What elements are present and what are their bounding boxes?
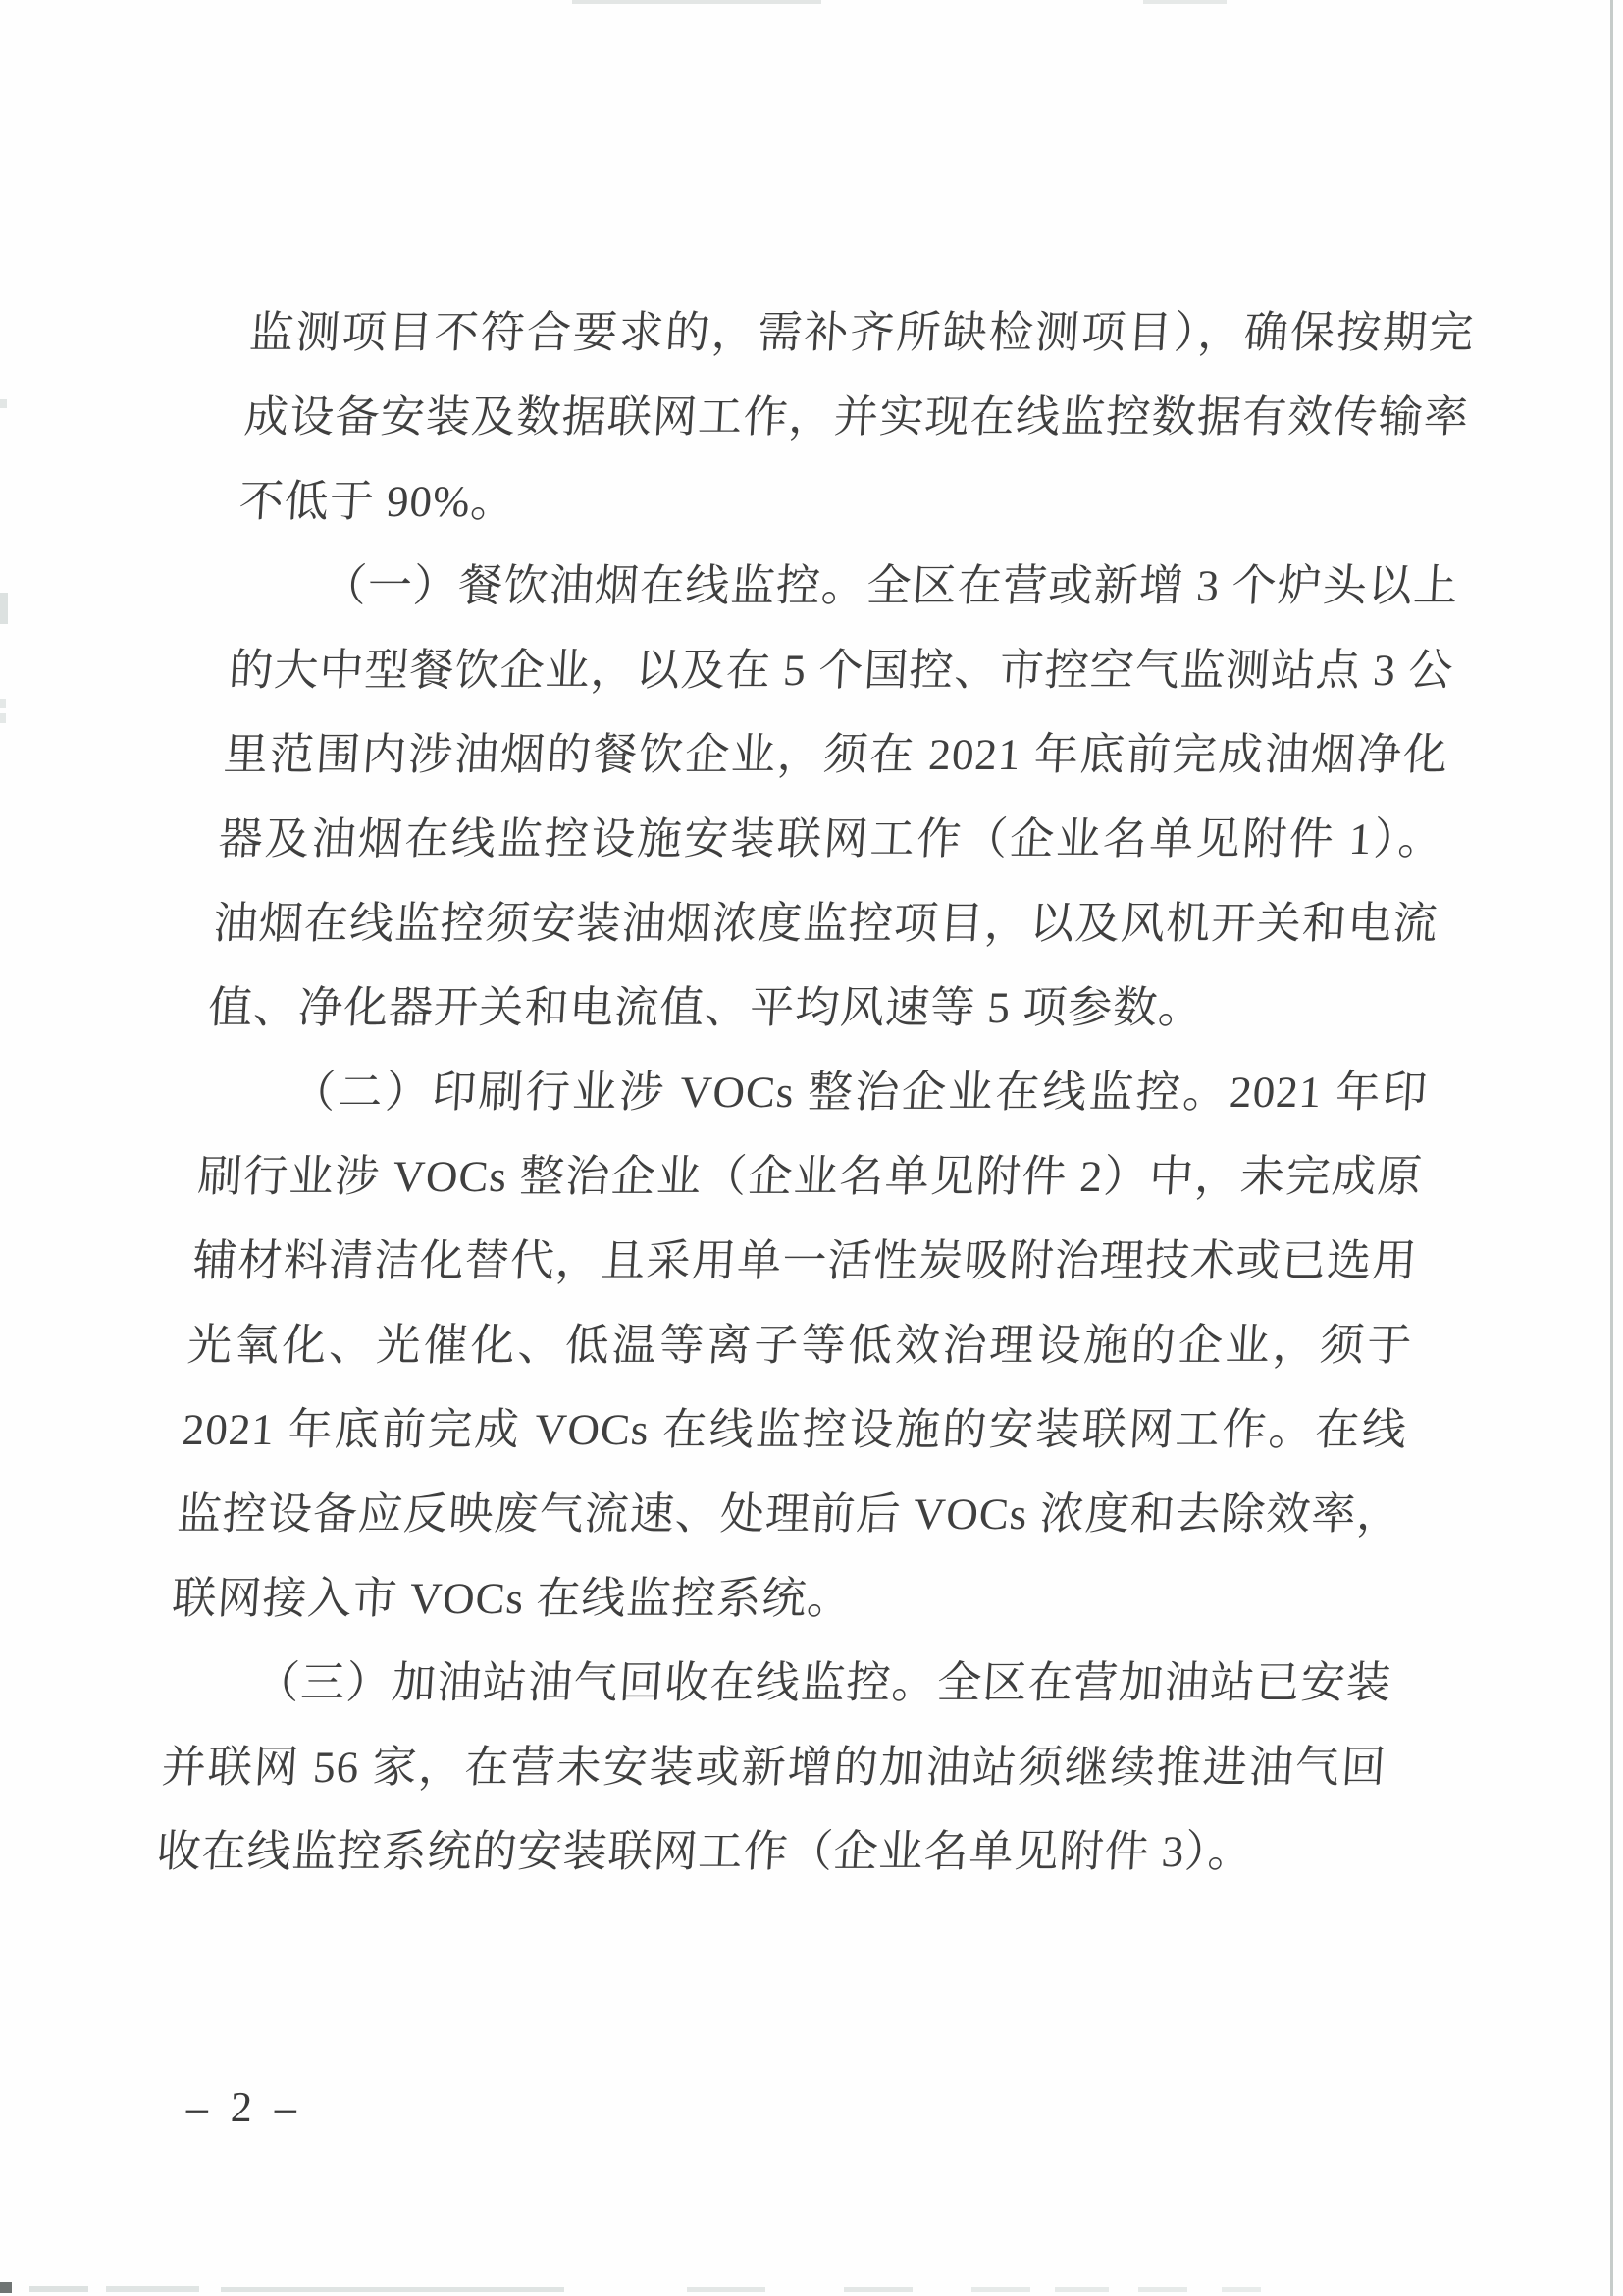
scan-artifact-bottom-edge-9 [1222,2287,1261,2292]
paragraph-continuation: 监测项目不符合要求的，需补齐所缺检测项目），确保按期完成设备安装及数据联网工作，并实现在线监控数据有效传输率不低于 90%。 [237,308,1476,526]
scan-artifact-bottom-edge-8 [1138,2287,1187,2292]
scan-artifact-bottom-edge-5 [844,2287,913,2292]
paragraph-section-3-gas-station-vapor-recovery: （三）加油站油气回收在线监控。全区在营加油站已安装并联网 56 家，在营未安装或新增的加油站须继续推进油气回收在线监控系统的安装联网工作（企业名单见附件 3）。 [155,1658,1393,1876]
scan-artifact-top-edge-1 [572,0,821,4]
scan-artifact-bottom-edge-1 [29,2286,88,2292]
scan-artifact-bottom-edge-4 [687,2287,765,2292]
scan-artifact-left-edge-1 [0,399,7,408]
paragraph-section-2-printing-vocs-monitoring: （二）印刷行业涉 VOCs 整治企业在线监控。2021 年印刷行业涉 VOCs 整治企业（企业名单见附件 2）中，未完成原辅材料清洁化替代，且采用单一活性炭吸附治理技术或已选用光氧化、光催化、低温等离子等低效治理设施的企业，须于 2021 年底前完成 VOCs 在线监控设施的安装联网工作。在线监控设备应反映废气流速、处理前后 VOCs 浓度和去除效率，联网接入市 VOCs 在线监控系统。 [170,1068,1430,1623]
scan-artifact-bottom-edge-6 [971,2287,1030,2292]
page-number-label: – 2 – [185,2083,303,2131]
body-text [154,290,1477,1894]
scan-artifact-top-edge-2 [1143,0,1227,4]
paragraph-section-1-cooking-fume-monitoring: （一）餐饮油烟在线监控。全区在营或新增 3 个炉头以上的大中型餐饮企业，以及在 5 个国控、市控空气监测站点 3 公里范围内涉油烟的餐饮企业，须在 2021 年底前完成油烟净化器及油烟在线监控设施安装联网工作（企业名单见附件 1）。油烟在线监控须安装油烟浓度监控项目，以及风机开关和电流值、净化器开关和电流值、平均风速等 5 项参数。 [206,561,1461,1032]
scan-artifact-bottom-edge-3 [221,2287,564,2292]
scan-artifact-bottom-edge-2 [106,2286,199,2292]
scan-artifact-bottom-corner [0,2282,12,2293]
scan-artifact-left-edge-2 [0,593,8,624]
scan-artifact-left-edge-4 [0,713,6,723]
scan-artifact-bottom-edge-7 [1055,2287,1109,2292]
scan-artifact-right-edge-line [1610,0,1613,2296]
scan-artifact-left-edge-3 [0,699,6,708]
